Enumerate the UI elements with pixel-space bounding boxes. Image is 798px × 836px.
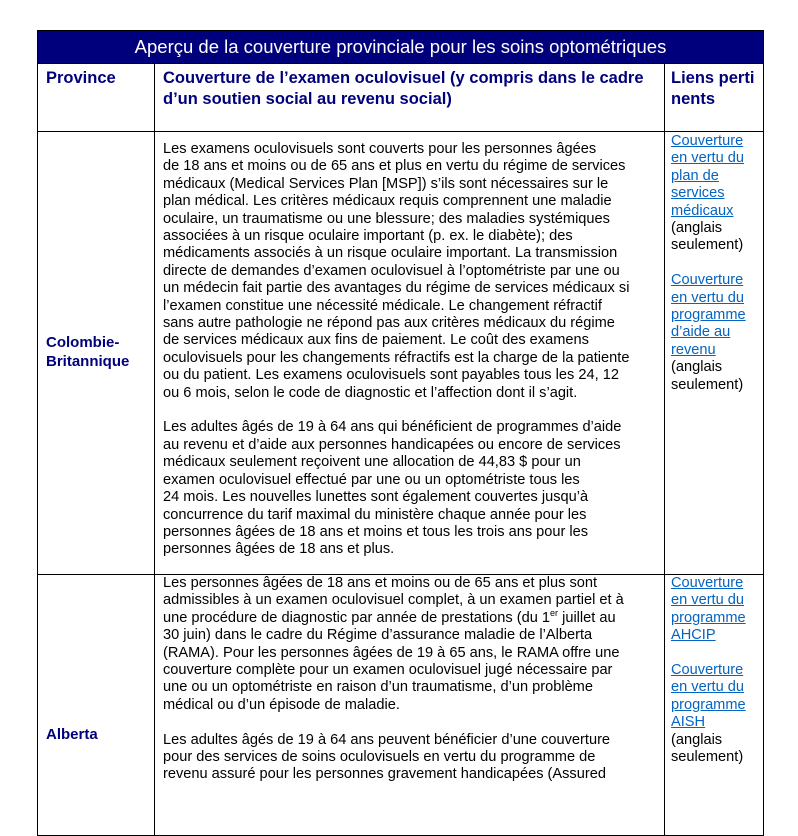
link-text-line[interactable]: Couverture xyxy=(671,575,744,591)
coverage-paragraph xyxy=(163,141,656,402)
text-line: couverture complète pour un examen oculovisuel jugé nécessaire par xyxy=(163,662,613,679)
link-text-line[interactable]: programme xyxy=(671,609,746,626)
table-row xyxy=(38,575,763,836)
text-line: plan médical. Les critères médicaux requis comprennent une maladie xyxy=(163,193,612,210)
link-text-line[interactable]: en vertu du xyxy=(671,289,745,306)
coverage-paragraph xyxy=(163,575,656,714)
text-line: une ou un optométriste en raison d’un traumatisme, d’un problème xyxy=(163,679,593,696)
link-text-line[interactable]: programme xyxy=(671,307,746,324)
language-note: (anglais xyxy=(671,731,723,748)
text-line: Les examens oculovisuels sont couverts pour les personnes âgées xyxy=(163,141,597,157)
language-note: seulement) xyxy=(671,237,744,254)
text-line: 30 juin) dans le cadre du Régime d’assurance maladie de l’Alberta xyxy=(163,627,593,644)
link-text-line[interactable]: Couverture xyxy=(671,272,744,289)
language-note: (anglais xyxy=(671,220,723,237)
text-line: une procédure de diagnostic par année de prestations (du 1er juillet au xyxy=(163,607,616,626)
header-links: Liens pertinents xyxy=(671,69,755,108)
coverage-paragraph xyxy=(163,419,656,558)
text-line: au revenu et d’aide aux personnes handicapées ou encore de services xyxy=(163,436,621,453)
text-line: Les adultes âgés de 19 à 64 ans qui bénéficient de programmes d’aide xyxy=(163,419,622,436)
link-text-line[interactable]: d’aide au xyxy=(671,324,731,341)
province-name: Alberta xyxy=(46,726,98,743)
text-line: admissibles à un examen oculovisuel complet, à un examen partiel et à xyxy=(163,592,624,609)
text-line: Les personnes âgées de 18 ans et moins ou de 65 ans et plus sont xyxy=(163,575,598,591)
link-text-line[interactable]: services xyxy=(671,185,725,202)
language-note: seulement) xyxy=(671,376,744,393)
text-line: médicaments associés à un risque oculaire important. La transmission xyxy=(163,245,618,262)
text-line: associées à un risque oculaire important (p. ex. le diabète); des xyxy=(163,228,573,245)
text-line: oculovisuels pour les changements réfractifs est la charge de la patiente xyxy=(163,349,630,366)
text-line: de services médicaux aux fins de paiement. Le coût des examens xyxy=(163,332,589,349)
link-text-line[interactable]: Couverture xyxy=(671,133,744,149)
text-line: examen oculovisuel effectué par une ou un optométriste tous les xyxy=(163,471,580,488)
header-province: Province xyxy=(38,64,155,131)
text-line: ou du patient. Les examens oculovisuels sont payables tous les 24, 12 xyxy=(163,367,619,384)
link-text-line[interactable]: en vertu du xyxy=(671,679,745,696)
language-note: seulement) xyxy=(671,749,744,766)
text-line: l’examen constitue une nécessité médicale. Le changement réfractif xyxy=(163,297,602,314)
coverage-text xyxy=(155,575,665,835)
link-text-line[interactable]: AISH xyxy=(671,714,706,731)
header-coverage: Couverture de l’examen oculovisuel (y compris dans le cadre d’un soutien social au revenu social) xyxy=(155,64,665,131)
text-line: médical ou d’un épisode de maladie. xyxy=(163,696,400,713)
coverage-link[interactable] xyxy=(671,133,757,220)
text-line: directe de demandes d’examen oculovisuel à l’optométriste par une ou xyxy=(163,262,620,279)
text-line: (RAMA). Pour les personnes âgées de 19 à 65 ans, le RAMA offre une xyxy=(163,644,620,661)
link-text-line[interactable]: programme xyxy=(671,696,746,713)
link-text-line[interactable]: médicaux xyxy=(671,202,734,219)
link-text-line[interactable]: plan de xyxy=(671,167,719,184)
text-line: médicaux seulement reçoivent une allocation de 44,83 $ pour un xyxy=(163,454,581,471)
coverage-link[interactable] xyxy=(671,662,757,732)
text-line: de 18 ans et moins ou de 65 ans et plus en vertu du régime de services xyxy=(163,158,626,175)
text-line: revenu assuré pour les personnes gravement handicapées (Assured xyxy=(163,766,606,783)
text-line: personnes âgées de 18 ans et moins et tous les trois ans pour les xyxy=(163,523,589,540)
link-text-line[interactable]: en vertu du xyxy=(671,150,745,167)
coverage-link[interactable] xyxy=(671,575,757,645)
table-row xyxy=(38,132,763,575)
coverage-paragraph xyxy=(163,732,656,784)
links-cell xyxy=(665,132,763,574)
header-row xyxy=(38,64,763,132)
coverage-table xyxy=(37,30,764,836)
text-line: un médecin fait partie des avantages du régime de services médicaux si xyxy=(163,280,630,297)
text-line: personnes âgées de 18 ans et plus. xyxy=(163,541,395,558)
language-note: (anglais xyxy=(671,359,723,376)
text-line: Les adultes âgés de 19 à 64 ans peuvent bénéficier d’une couverture xyxy=(163,731,611,748)
links-cell xyxy=(665,575,763,835)
link-text-line[interactable]: en vertu du xyxy=(671,592,745,609)
text-line: médicaux (Medical Services Plan [MSP]) s’ils sont nécessaires sur le xyxy=(163,175,609,192)
link-text-line[interactable]: revenu xyxy=(671,341,716,358)
province-name: Colombie-Britannique xyxy=(46,334,130,370)
text-line: 24 mois. Les nouvelles lunettes sont également couvertes jusqu’à xyxy=(163,489,589,506)
superscript: er xyxy=(550,607,559,618)
text-line: concurrence du tarif maximal du ministère chaque année pour les xyxy=(163,506,587,523)
text-line: ou 6 mois, selon le code de diagnostic et l’affection dont il s’agit. xyxy=(163,384,578,401)
table-title: Aperçu de la couverture provinciale pour les soins optométriques xyxy=(38,31,763,64)
text-line: sans autre pathologie ne répond pas aux critères médicaux du régime xyxy=(163,315,615,332)
text-line: oculaire, un traumatisme ou une blessure; des maladies systémiques xyxy=(163,210,610,227)
text-line: pour des services de soins oculovisuels en vertu du programme de xyxy=(163,749,596,766)
coverage-link[interactable] xyxy=(671,272,757,359)
link-text-line[interactable]: AHCIP xyxy=(671,627,716,644)
link-text-line[interactable]: Couverture xyxy=(671,662,744,679)
coverage-text xyxy=(155,132,665,574)
